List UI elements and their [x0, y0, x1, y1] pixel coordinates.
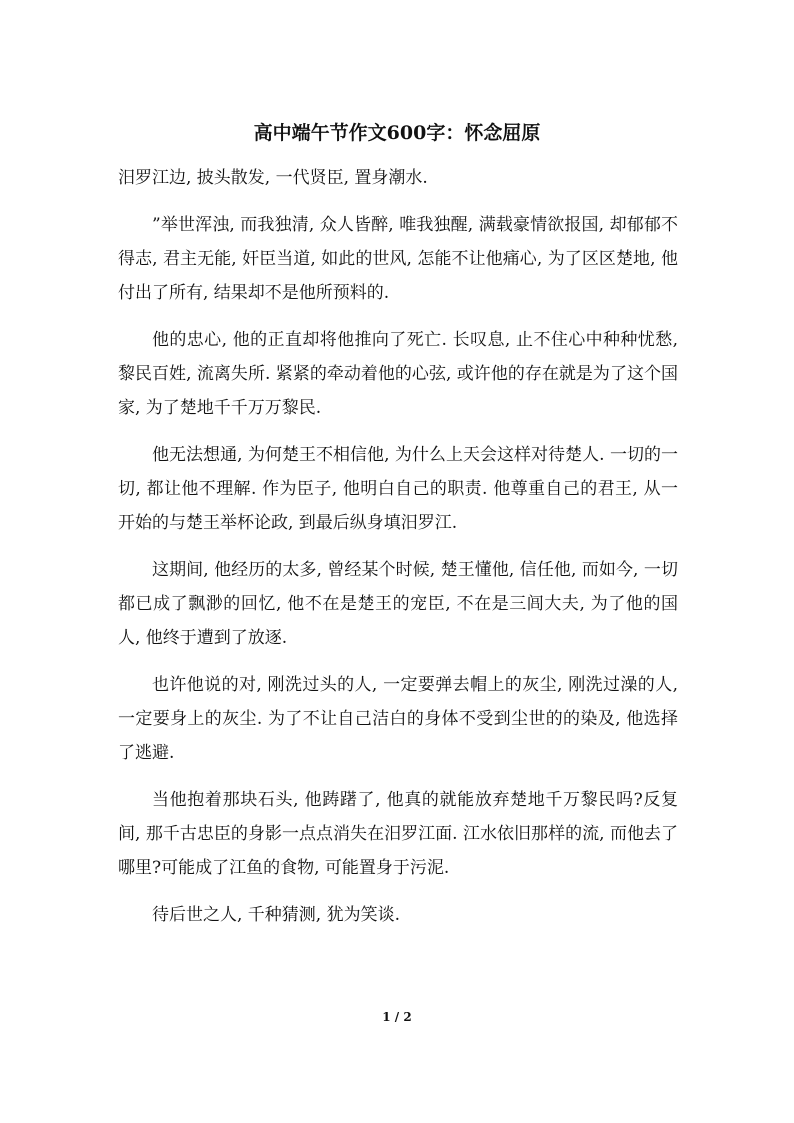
paragraph-5: 这期间, 他经历的太多, 曾经某个时候, 楚王懂他, 信任他, 而如今, 一切都已成了飘渺的回忆, 他不在是楚王的宠臣, 不在是三闾大夫, 为了他的国人, 他终于遭到了放逐.: [118, 560, 678, 648]
paragraph-4: 他无法想通, 为何楚王不相信他, 为什么上天会这样对待楚人. 一切的一切, 都让他不理解. 作为臣子, 他明白自己的职责. 他尊重自己的君王, 从一开始的与楚王举杯论政, 到最后纵身填汨罗江.: [118, 445, 678, 533]
paragraph-7: 当他抱着那块石头, 他踌躇了, 他真的就能放弃楚地千万黎民吗?反复间, 那千古忠臣的身影一点点消失在汨罗江面. 江水依旧那样的流, 而他去了哪里?可能成了江鱼的食物, 可能置身于污泥.: [118, 790, 678, 878]
paragraph-6: 也许他说的对, 刚洗过头的人, 一定要弹去帽上的灰尘, 刚洗过澡的人, 一定要身上的灰尘. 为了不让自己洁白的身体不受到尘世的的染及, 他选择了逃避.: [118, 675, 678, 763]
paragraph-1: 汨罗江边, 披头散发, 一代贤臣, 置身潮水.: [118, 168, 428, 188]
document-title: 高中端午节作文600字：怀念屈原: [253, 122, 541, 144]
paragraph-8: 待后世之人, 千种猜测, 犹为笑谈.: [152, 905, 401, 925]
page-indicator: 1 / 2: [382, 1010, 412, 1024]
document-body: [118, 161, 678, 945]
paragraph-2: ”举世浑浊, 而我独清, 众人皆醉, 唯我独醒, 满载豪情欲报国, 却郁郁不得志, 君主无能, 奸臣当道, 如此的世风, 怎能不让他痛心, 为了区区楚地, 他付出了所有, 结果却不是他所预料的.: [118, 215, 678, 303]
paragraph-3: 他的忠心, 他的正直却将他推向了死亡. 长叹息, 止不住心中种种忧愁, 黎民百姓, 流离失所. 紧紧的牵动着他的心弦, 或许他的存在就是为了这个国家, 为了楚地千千万万黎民.: [118, 330, 678, 418]
